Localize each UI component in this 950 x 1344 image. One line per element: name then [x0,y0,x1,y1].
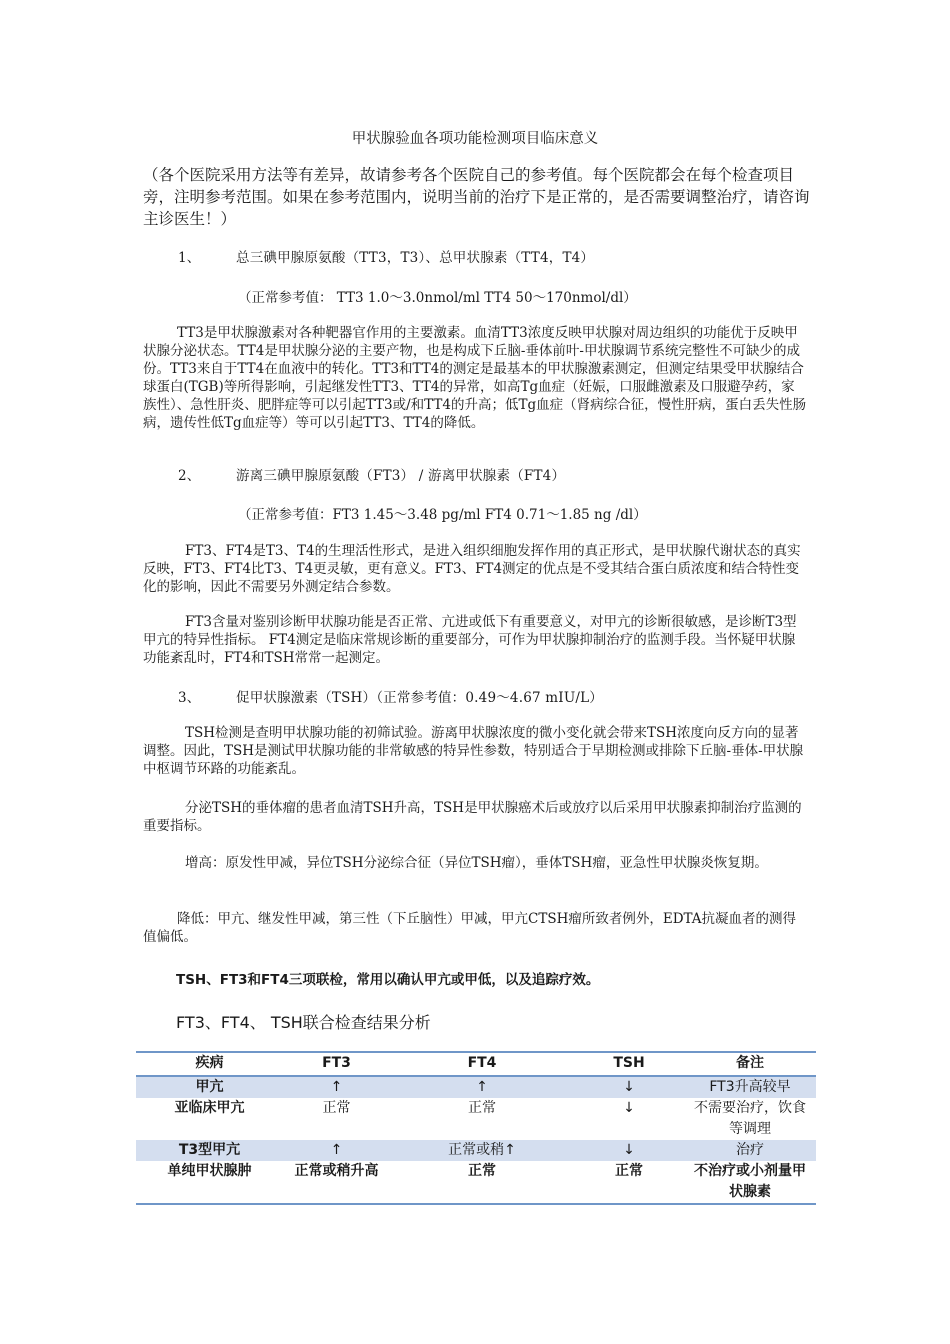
cell-disease: T3型甲亢 [136,1140,283,1161]
cell-notes: 不需要治疗，饮食等调理 [694,1100,806,1137]
paragraph-ft3-ft4: FT3、FT4是T3、T4的生理活性形式，是进入组织细胞发挥作用的真正形式，是甲状腺代谢状态的真实反映，FT3、FT4比T3、T4更灵敏，更有意义。FT3、FT4测定的优点是不受其结合蛋白质浓度和结合特性变化的影响，因此不需要另外测定结合参数。 [143,543,801,595]
section-heading-2 [178,464,565,484]
cell-notes: 治疗 [684,1140,816,1161]
cell-notes: 不治疗或小剂量甲状腺素 [694,1163,806,1200]
cell-notes: FT3升高较早 [684,1076,816,1098]
paragraph-tsh: TSH检测是查明甲状腺功能的初筛试验。游离甲状腺浓度的微小变化就会带来TSH浓度向反方向的显著调整。因此，TSH是测试甲状腺功能的非常敏感的特异性参数，特别适合于早期检测或排除下丘脑-垂体-甲状腺中枢调节环路的功能紊乱。 [143,725,804,777]
cell-ft4: 正常或稍↑ [390,1140,574,1161]
paragraph-tsh-decrease: 降低：甲亢、继发性甲减，第三性（下丘脑性）甲减，甲亢CTSH瘤所致者例外，EDTA抗凝血者的测得值偏低。 [143,911,797,945]
cell-tsh: ↓ [574,1140,684,1161]
table-row [136,1161,816,1204]
summary-line: TSH、FT3和FT4三项联检，常用以确认甲亢或甲低，以及追踪疗效。 [176,972,600,988]
cell-ft4: ↑ [390,1076,574,1098]
table-header-row [136,1052,816,1076]
section-heading-1 [178,246,594,266]
section-title: 总三碘甲腺原氨酸（TT3，T3）、总甲状腺素（TT4，T4） [236,250,595,266]
cell-ft3: 正常或稍升高 [294,1163,379,1179]
header-disease: 疾病 [136,1052,283,1076]
notice-paragraph: （各个医院采用方法等有差异，故请参考各个医院自己的参考值。每个医院都会在每个检查项目旁，注明参考范围。如果在参考范围内，说明当前的治疗下是正常的，是否需要调整治疗，请咨询主诊医生！） [143,166,810,228]
header-tsh: TSH [574,1052,684,1076]
paragraph-tsh-increase: 增高：原发性甲减，异位TSH分泌综合征（异位TSH瘤），垂体TSH瘤，亚急性甲状腺炎恢复期。 [185,855,768,871]
section-number: 3、 [178,690,201,706]
section-title: 游离三碘甲腺原氨酸（FT3） / 游离甲状腺素（FT4） [236,468,566,484]
paragraph-ft3-diagnosis: FT3含量对鉴别诊断甲状腺功能是否正常、亢进或低下有重要意义，对甲亢的诊断很敏感，是诊断T3型甲亢的特异性指标。 FT4测定是临床常规诊断的重要部分，可作为甲状腺抑制治疗的监测手段。当怀疑甲状腺功能紊乱时，FT4和TSH常常一起测定。 [143,614,797,666]
cell-disease: 甲亢 [136,1076,283,1098]
cell-disease: 亚临床甲亢 [174,1100,245,1116]
paragraph-tsh-tumor: 分泌TSH的垂体瘤的患者血清TSH升高，TSH是甲状腺癌术后或放疗以后采用甲状腺素抑制治疗监测的重要指标。 [143,800,802,834]
paragraph-tt3-tt4: TT3是甲状腺激素对各种靶器官作用的主要激素。血清TT3浓度反映甲状腺对周边组织的功能优于反映甲状腺分泌状态。TT4是甲状腺分泌的主要产物，也是构成下丘脑-垂体前叶-甲状腺调节系统完整性不可缺少的成份。TT3来自于TT4在血液中的转化。TT3和TT4的测定是最基本的甲状腺激素测定，但测定结果受甲状腺结合球蛋白(TGB)等所得影响，引起继发性TT3、TT4的异常，如高Tg血症（妊娠，口服雌激素及口服避孕药，家族性）、急性肝炎、肥胖症等可以引起TT3或/和TT4的升高；低Tg血症（肾病综合征，慢性肝病，蛋白丢失性肠病，遗传性低Tg血症等）等可以引起TT3、TT4的降低。 [143,325,807,431]
table-row [136,1098,816,1140]
reference-range-2: （正常参考值：FT3 1.45～3.48 pg/ml FT4 0.71～1.85 ng /dl） [238,507,647,523]
header-ft3: FT3 [283,1052,390,1076]
document-title: 甲状腺验血各项功能检测项目临床意义 [351,131,599,147]
cell-ft4: 正常 [468,1100,496,1116]
cell-tsh: ↓ [623,1100,635,1116]
header-ft4: FT4 [390,1052,574,1076]
cell-ft3: ↑ [283,1076,390,1098]
section-number: 1、 [178,250,201,266]
cell-disease: 单纯甲状腺肿 [167,1163,252,1179]
cell-ft3: ↑ [283,1140,390,1161]
cell-ft3: 正常 [322,1100,351,1116]
results-table [136,1051,816,1205]
table-title: FT3、FT4、 TSH联合检查结果分析 [176,1013,431,1032]
reference-range-1: （正常参考值： TT3 1.0～3.0nmol/ml TT4 50～170nmol/dl） [238,290,637,306]
section-number: 2、 [178,468,201,484]
cell-ft4: 正常 [468,1163,496,1179]
cell-tsh: 正常 [615,1163,643,1179]
section-heading-3 [178,686,603,706]
cell-tsh: ↓ [574,1076,684,1098]
header-notes: 备注 [684,1052,816,1076]
table-row [136,1076,816,1098]
section-title: 促甲状腺激素（TSH）（正常参考值：0.49～4.67 mIU/L） [236,690,604,706]
table-row [136,1140,816,1161]
